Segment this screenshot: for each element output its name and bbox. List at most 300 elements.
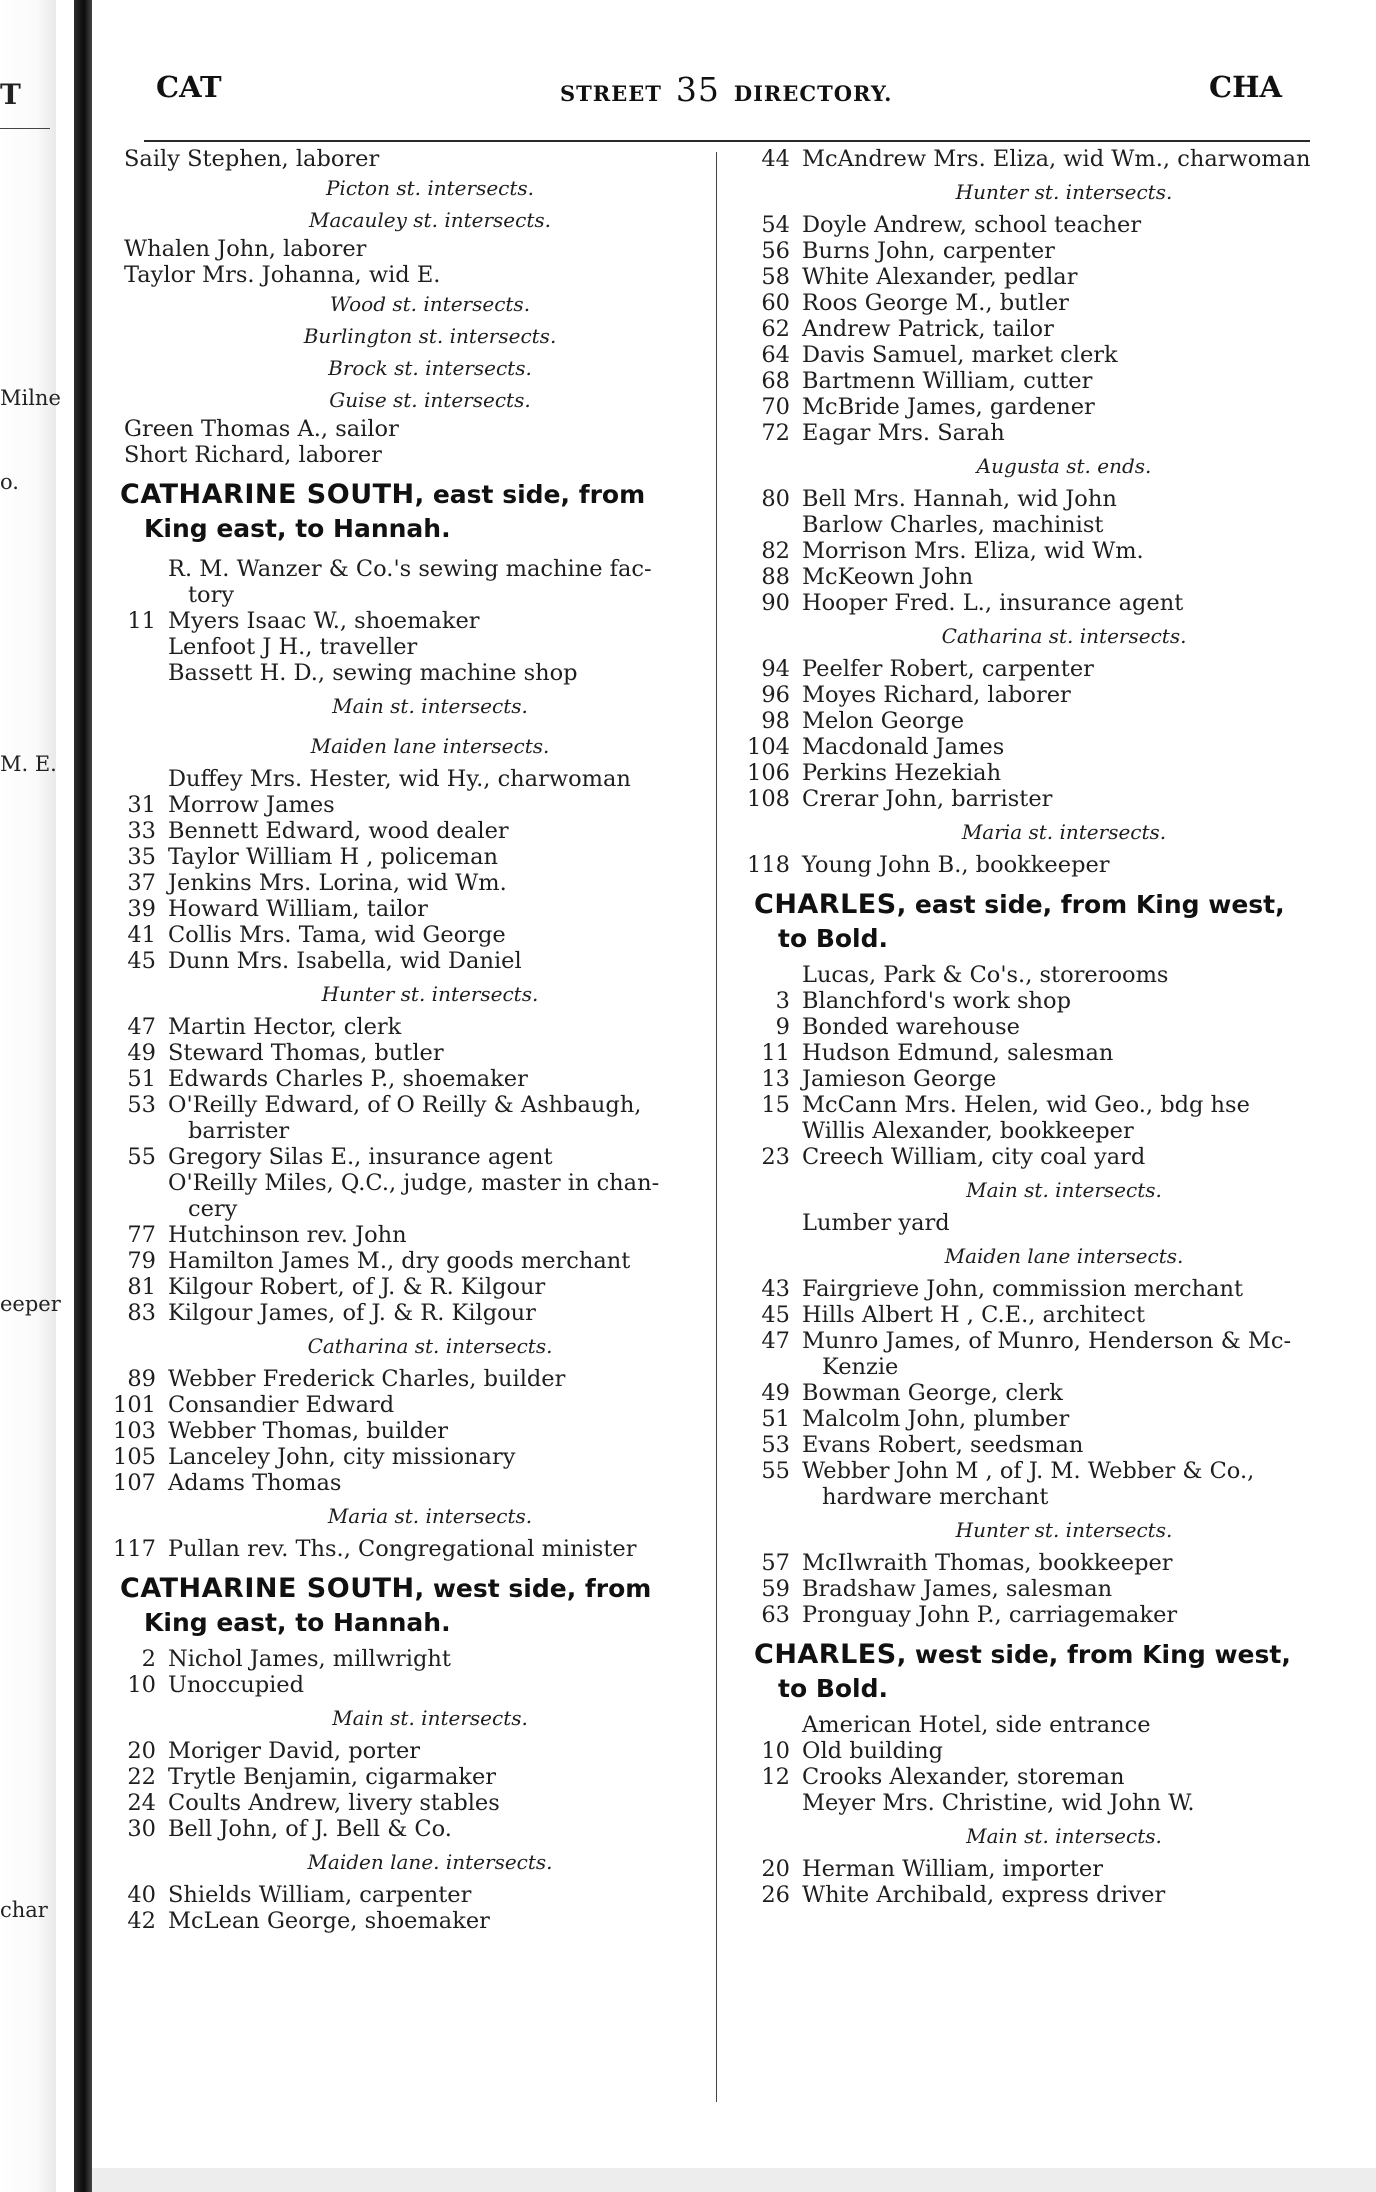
entry-text: Lanceley John, city missionary: [168, 1444, 516, 1470]
house-number: 33: [127, 818, 156, 844]
entry-text: Crerar John, barrister: [802, 786, 1053, 812]
directory-entry: [734, 760, 1334, 786]
directory-entry: [100, 1040, 700, 1066]
directory-entry: [734, 420, 1334, 446]
house-number: 55: [761, 1458, 790, 1484]
entry-text: Meyer Mrs. Christine, wid John W.: [802, 1790, 1195, 1816]
directory-entry: [100, 1672, 700, 1698]
entry-text: Jamieson George: [802, 1066, 997, 1092]
street-extent: to Bold.: [778, 1674, 889, 1703]
house-number: 106: [747, 760, 790, 786]
house-number: 58: [761, 264, 790, 290]
house-number: 53: [761, 1432, 790, 1458]
street-heading: [734, 922, 1334, 956]
house-number: 45: [127, 948, 156, 974]
street-heading: [100, 1606, 700, 1640]
entry-text: Webber Thomas, builder: [168, 1418, 449, 1444]
directory-entry: [100, 608, 700, 634]
directory-entry: [734, 1856, 1334, 1882]
intersection-note: Hunter st. intersects.: [955, 180, 1173, 204]
house-number: 89: [127, 1366, 156, 1392]
entry-text: Doyle Andrew, school teacher: [802, 212, 1142, 238]
house-number: 90: [761, 590, 790, 616]
directory-entry: [734, 1092, 1334, 1118]
directory-entry: [734, 538, 1334, 564]
entry-text: R. M. Wanzer & Co.'s sewing machine fac-: [168, 556, 652, 582]
street-heading: [100, 478, 700, 512]
entry-text: Munro James, of Munro, Henderson & Mc-: [802, 1328, 1292, 1354]
street-name: CATHARINE SOUTH: [120, 479, 415, 510]
directory-entry: [734, 852, 1334, 878]
house-number: 26: [761, 1882, 790, 1908]
house-number: 31: [127, 792, 156, 818]
entry-text: Bowman George, clerk: [802, 1380, 1063, 1406]
entry-text: Webber Frederick Charles, builder: [168, 1366, 566, 1392]
house-number: 101: [113, 1392, 156, 1418]
house-number: 12: [761, 1764, 790, 1790]
house-number: 60: [761, 290, 790, 316]
directory-entry: [734, 708, 1334, 734]
house-number: 9: [775, 1014, 790, 1040]
directory-entry: [734, 368, 1334, 394]
entry-text: Hudson Edmund, salesman: [802, 1040, 1114, 1066]
running-head-right: CHA: [1209, 70, 1282, 104]
directory-entry: [100, 1144, 700, 1170]
directory-entry: [734, 1406, 1334, 1432]
directory-entry: [734, 1602, 1334, 1628]
house-number: 15: [761, 1092, 790, 1118]
intersection-note: Maiden lane intersects.: [310, 734, 550, 758]
entry-text: Lucas, Park & Co's., storerooms: [802, 962, 1169, 988]
entry-text: Edwards Charles P., shoemaker: [168, 1066, 528, 1092]
adjacent-page-fragment: char: [0, 1898, 48, 1922]
header-rule: [144, 140, 1310, 142]
entry-text: Moyes Richard, laborer: [802, 682, 1071, 708]
directory-entry: [100, 1196, 700, 1222]
entry-text: Dunn Mrs. Isabella, wid Daniel: [168, 948, 522, 974]
entry-text: Young John B., bookkeeper: [802, 852, 1110, 878]
entry-text: Short Richard, laborer: [124, 442, 382, 468]
entry-text: Old building: [802, 1738, 943, 1764]
intersection-note: Catharina st. intersects.: [941, 624, 1187, 648]
directory-entry: [100, 1738, 700, 1764]
house-number: 104: [747, 734, 790, 760]
entry-text: Lumber yard: [802, 1210, 950, 1236]
house-number: 94: [761, 656, 790, 682]
spacer: [100, 1562, 700, 1572]
entry-text: O'Reilly Miles, Q.C., judge, master in chan-: [168, 1170, 660, 1196]
spacer: [734, 1628, 1334, 1638]
house-number: 82: [761, 538, 790, 564]
intersection-note: Picton st. intersects.: [325, 176, 535, 200]
intersection-note: Maria st. intersects.: [961, 820, 1167, 844]
directory-entry: [734, 786, 1334, 812]
house-number: 39: [127, 896, 156, 922]
directory-entry: [100, 1470, 700, 1496]
running-head-street: STREET: [560, 81, 662, 106]
directory-entry: [734, 1484, 1334, 1510]
street-extent: , west side, from King west,: [896, 1640, 1291, 1669]
entry-text: Bell John, of J. Bell & Co.: [168, 1816, 452, 1842]
entry-text: Bartmenn William, cutter: [802, 368, 1093, 394]
entry-text: Coults Andrew, livery stables: [168, 1790, 500, 1816]
spacer: [100, 546, 700, 556]
house-number: 13: [761, 1066, 790, 1092]
house-number: 103: [113, 1418, 156, 1444]
running-head-left: CAT: [156, 70, 222, 104]
directory-entry: [100, 1300, 700, 1326]
directory-entry: [100, 1908, 700, 1934]
house-number: 2: [141, 1646, 156, 1672]
entry-text: Blanchford's work shop: [802, 988, 1071, 1014]
entry-text: Adams Thomas: [168, 1470, 342, 1496]
house-number: 49: [127, 1040, 156, 1066]
street-extent: , east side, from King west,: [896, 890, 1285, 919]
directory-entry: [734, 988, 1334, 1014]
entry-text: Moriger David, porter: [168, 1738, 421, 1764]
intersection-note: Hunter st. intersects.: [321, 982, 539, 1006]
entry-text: Lenfoot J H., traveller: [168, 634, 418, 660]
directory-entry: [100, 1274, 700, 1300]
house-number: 42: [127, 1908, 156, 1934]
house-number: 47: [127, 1014, 156, 1040]
house-number: 72: [761, 420, 790, 446]
street-extent: King east, to Hannah.: [144, 1608, 451, 1637]
entry-text: Whalen John, laborer: [124, 236, 367, 262]
directory-entry: [734, 1458, 1334, 1484]
house-number: 11: [127, 608, 156, 634]
house-number: 10: [761, 1738, 790, 1764]
spacer: [100, 468, 700, 478]
house-number: 10: [127, 1672, 156, 1698]
directory-entry: [734, 512, 1334, 538]
house-number: 53: [127, 1092, 156, 1118]
directory-entry: [734, 238, 1334, 264]
entry-text: Peelfer Robert, carpenter: [802, 656, 1094, 682]
directory-entry: [734, 1764, 1334, 1790]
directory-entry: [100, 634, 700, 660]
directory-entry: [100, 766, 700, 792]
street-heading: [100, 1572, 700, 1606]
house-number: 63: [761, 1602, 790, 1628]
entry-text: Barlow Charles, machinist: [802, 512, 1104, 538]
house-number: 51: [127, 1066, 156, 1092]
street-extent: , east side, from: [414, 480, 646, 509]
directory-entry: [734, 1550, 1334, 1576]
entry-text: Willis Alexander, bookkeeper: [802, 1118, 1134, 1144]
house-number: 40: [127, 1882, 156, 1908]
directory-entry: [100, 1444, 700, 1470]
house-number: 23: [761, 1144, 790, 1170]
directory-entry: [734, 1144, 1334, 1170]
directory-entry: [100, 870, 700, 896]
page-bottom-edge: [92, 2168, 1376, 2192]
directory-entry: [100, 1536, 700, 1562]
directory-entry: [100, 262, 700, 288]
left-column: [100, 146, 700, 1934]
directory-entry: [734, 1576, 1334, 1602]
intersection-note: Brock st. intersects.: [328, 356, 532, 380]
entry-text: Gregory Silas E., insurance agent: [168, 1144, 553, 1170]
house-number: 45: [761, 1302, 790, 1328]
directory-entry: [100, 844, 700, 870]
entry-text: Saily Stephen, laborer: [124, 146, 380, 172]
entry-text: Bonded warehouse: [802, 1014, 1020, 1040]
house-number: 62: [761, 316, 790, 342]
intersection-note: Augusta st. ends.: [976, 454, 1152, 478]
directory-entry: [100, 146, 700, 172]
house-number: 108: [747, 786, 790, 812]
adjacent-page-fragment: M. E.: [0, 752, 57, 776]
directory-entry: [100, 1118, 700, 1144]
entry-text: Nichol James, millwright: [168, 1646, 451, 1672]
entry-text: Davis Samuel, market clerk: [802, 342, 1118, 368]
directory-entry: [734, 1066, 1334, 1092]
directory-entry: [734, 1432, 1334, 1458]
entry-text: Duffey Mrs. Hester, wid Hy., charwoman: [168, 766, 631, 792]
entry-text: Kenzie: [822, 1354, 899, 1380]
house-number: 43: [761, 1276, 790, 1302]
entry-text: McIlwraith Thomas, bookkeeper: [802, 1550, 1173, 1576]
directory-entry: [100, 1764, 700, 1790]
entry-text: Shields William, carpenter: [168, 1882, 472, 1908]
directory-entry: [734, 1276, 1334, 1302]
entry-text: Howard William, tailor: [168, 896, 428, 922]
street-extent: to Bold.: [778, 924, 889, 953]
house-number: 117: [113, 1536, 156, 1562]
entry-text: Herman William, importer: [802, 1856, 1104, 1882]
entry-text: barrister: [188, 1118, 290, 1144]
directory-entry: [100, 1646, 700, 1672]
house-number: 20: [127, 1738, 156, 1764]
entry-text: Morrison Mrs. Eliza, wid Wm.: [802, 538, 1144, 564]
directory-entry: [734, 212, 1334, 238]
directory-entry: [100, 442, 700, 468]
entry-text: McBride James, gardener: [802, 394, 1095, 420]
house-number: 98: [761, 708, 790, 734]
directory-entry: [734, 734, 1334, 760]
entry-text: cery: [188, 1196, 238, 1222]
directory-entry: [734, 1712, 1334, 1738]
adjacent-page-fragment: o.: [0, 470, 19, 494]
directory-entry: [734, 146, 1334, 172]
entry-text: Taylor William H , policeman: [168, 844, 499, 870]
intersection-note: Maria st. intersects.: [327, 1504, 533, 1528]
directory-entry: [100, 1366, 700, 1392]
house-number: 79: [127, 1248, 156, 1274]
intersection-note: Main st. intersects.: [332, 1706, 528, 1730]
entry-text: Malcolm John, plumber: [802, 1406, 1070, 1432]
directory-entry: [734, 1328, 1334, 1354]
directory-entry: [734, 1040, 1334, 1066]
directory-entry: [100, 1882, 700, 1908]
directory-entry: [100, 1066, 700, 1092]
entry-text: Bradshaw James, salesman: [802, 1576, 1113, 1602]
house-number: 105: [113, 1444, 156, 1470]
house-number: 44: [761, 146, 790, 172]
directory-entry: [100, 922, 700, 948]
page-number: 35: [675, 70, 720, 109]
directory-entry: [100, 556, 700, 582]
entry-text: Hills Albert H , C.E., architect: [802, 1302, 1146, 1328]
house-number: 83: [127, 1300, 156, 1326]
entry-text: Webber John M , of J. M. Webber & Co.,: [802, 1458, 1255, 1484]
directory-entry: [734, 564, 1334, 590]
entry-text: Taylor Mrs. Johanna, wid E.: [124, 262, 441, 288]
entry-text: tory: [188, 582, 235, 608]
directory-entry: [734, 290, 1334, 316]
house-number: 3: [775, 988, 790, 1014]
directory-entry: [100, 792, 700, 818]
house-number: 24: [127, 1790, 156, 1816]
house-number: 88: [761, 564, 790, 590]
directory-entry: [100, 1248, 700, 1274]
adjacent-page-fragment: eeper: [0, 1292, 61, 1316]
entry-text: Creech William, city coal yard: [802, 1144, 1146, 1170]
intersection-note: Wood st. intersects.: [329, 292, 531, 316]
house-number: 70: [761, 394, 790, 420]
street-heading: [734, 1672, 1334, 1706]
directory-entry: [100, 818, 700, 844]
directory-entry: [734, 316, 1334, 342]
entry-text: Burns John, carpenter: [802, 238, 1055, 264]
intersection-note: Catharina st. intersects.: [307, 1334, 553, 1358]
entry-text: Eagar Mrs. Sarah: [802, 420, 1005, 446]
house-number: 107: [113, 1470, 156, 1496]
entry-text: Unoccupied: [168, 1672, 305, 1698]
entry-text: Perkins Hezekiah: [802, 760, 1002, 786]
entry-text: O'Reilly Edward, of O Reilly & Ashbaugh,: [168, 1092, 642, 1118]
intersection-note: Hunter st. intersects.: [955, 1518, 1173, 1542]
spacer: [734, 878, 1334, 888]
entry-text: Evans Robert, seedsman: [802, 1432, 1084, 1458]
right-column: [734, 146, 1334, 1908]
entry-text: McKeown John: [802, 564, 974, 590]
directory-entry: [734, 590, 1334, 616]
directory-entry: [734, 962, 1334, 988]
house-number: 55: [127, 1144, 156, 1170]
directory-entry: [734, 1354, 1334, 1380]
directory-entry: [100, 1222, 700, 1248]
street-name: CHARLES: [754, 1639, 897, 1670]
entry-text: Roos George M., butler: [802, 290, 1069, 316]
directory-entry: [100, 896, 700, 922]
directory-entry: [734, 394, 1334, 420]
entry-text: Collis Mrs. Tama, wid George: [168, 922, 506, 948]
entry-text: Melon George: [802, 708, 965, 734]
directory-entry: [100, 948, 700, 974]
house-number: 59: [761, 1576, 790, 1602]
directory-entry: [734, 264, 1334, 290]
directory-entry: [100, 1418, 700, 1444]
street-name: CHARLES: [754, 889, 897, 920]
entry-text: Morrow James: [168, 792, 335, 818]
intersection-note: Main st. intersects.: [966, 1824, 1162, 1848]
street-extent: , west side, from: [414, 1574, 652, 1603]
intersection-note: Main st. intersects.: [332, 694, 528, 718]
entry-text: Green Thomas A., sailor: [124, 416, 399, 442]
house-number: 54: [761, 212, 790, 238]
directory-entry: [734, 342, 1334, 368]
directory-entry: [100, 1014, 700, 1040]
entry-text: Crooks Alexander, storeman: [802, 1764, 1125, 1790]
running-head-directory: DIRECTORY.: [733, 81, 893, 106]
directory-entry: [734, 1790, 1334, 1816]
directory-entry: [734, 682, 1334, 708]
entry-text: Kilgour Robert, of J. & R. Kilgour: [168, 1274, 546, 1300]
directory-entry: [734, 1014, 1334, 1040]
entry-text: White Alexander, pedlar: [802, 264, 1078, 290]
adjacent-page-edge: [0, 0, 56, 2192]
directory-entry: [734, 486, 1334, 512]
directory-entry: [734, 1882, 1334, 1908]
house-number: 80: [761, 486, 790, 512]
directory-entry: [100, 1092, 700, 1118]
entry-text: Jenkins Mrs. Lorina, wid Wm.: [168, 870, 507, 896]
directory-entry: [734, 1210, 1334, 1236]
entry-text: McAndrew Mrs. Eliza, wid Wm., charwoman: [802, 146, 1311, 172]
column-divider: [716, 152, 717, 2102]
entry-text: Hamilton James M., dry goods merchant: [168, 1248, 631, 1274]
directory-entry: [100, 582, 700, 608]
entry-text: Bassett H. D., sewing machine shop: [168, 660, 578, 686]
house-number: 41: [127, 922, 156, 948]
directory-entry: [100, 1790, 700, 1816]
directory-entry: [100, 236, 700, 262]
entry-text: Kilgour James, of J. & R. Kilgour: [168, 1300, 536, 1326]
book-gutter: [74, 0, 92, 2192]
intersection-note: Guise st. intersects.: [329, 388, 531, 412]
directory-entry: [734, 1118, 1334, 1144]
house-number: 20: [761, 1856, 790, 1882]
directory-entry: [734, 1302, 1334, 1328]
entry-text: White Archibald, express driver: [802, 1882, 1166, 1908]
entry-text: Martin Hector, clerk: [168, 1014, 402, 1040]
house-number: 47: [761, 1328, 790, 1354]
entry-text: Pronguay John P., carriagemaker: [802, 1602, 1178, 1628]
house-number: 56: [761, 238, 790, 264]
house-number: 96: [761, 682, 790, 708]
entry-text: Macdonald James: [802, 734, 1005, 760]
directory-entry: [734, 1380, 1334, 1406]
house-number: 68: [761, 368, 790, 394]
intersection-note: Burlington st. intersects.: [303, 324, 557, 348]
adjacent-page-fragment: T: [0, 78, 21, 111]
street-heading: [100, 512, 700, 546]
directory-entry: [734, 656, 1334, 682]
adjacent-page-rule: [0, 128, 50, 129]
house-number: 118: [747, 852, 790, 878]
entry-text: Hooper Fred. L., insurance agent: [802, 590, 1184, 616]
entry-text: Fairgrieve John, commission merchant: [802, 1276, 1244, 1302]
entry-text: McLean George, shoemaker: [168, 1908, 490, 1934]
entry-text: American Hotel, side entrance: [802, 1712, 1151, 1738]
entry-text: Pullan rev. Ths., Congregational minister: [168, 1536, 637, 1562]
entry-text: Bennett Edward, wood dealer: [168, 818, 509, 844]
entry-text: Steward Thomas, butler: [168, 1040, 444, 1066]
street-heading: [734, 1638, 1334, 1672]
street-name: CATHARINE SOUTH: [120, 1573, 415, 1604]
entry-text: McCann Mrs. Helen, wid Geo., bdg hse: [802, 1092, 1250, 1118]
entry-text: Consandier Edward: [168, 1392, 395, 1418]
directory-entry: [100, 1170, 700, 1196]
house-number: 30: [127, 1816, 156, 1842]
house-number: 77: [127, 1222, 156, 1248]
entry-text: Trytle Benjamin, cigarmaker: [168, 1764, 497, 1790]
house-number: 35: [127, 844, 156, 870]
house-number: 81: [127, 1274, 156, 1300]
entry-text: Myers Isaac W., shoemaker: [168, 608, 480, 634]
